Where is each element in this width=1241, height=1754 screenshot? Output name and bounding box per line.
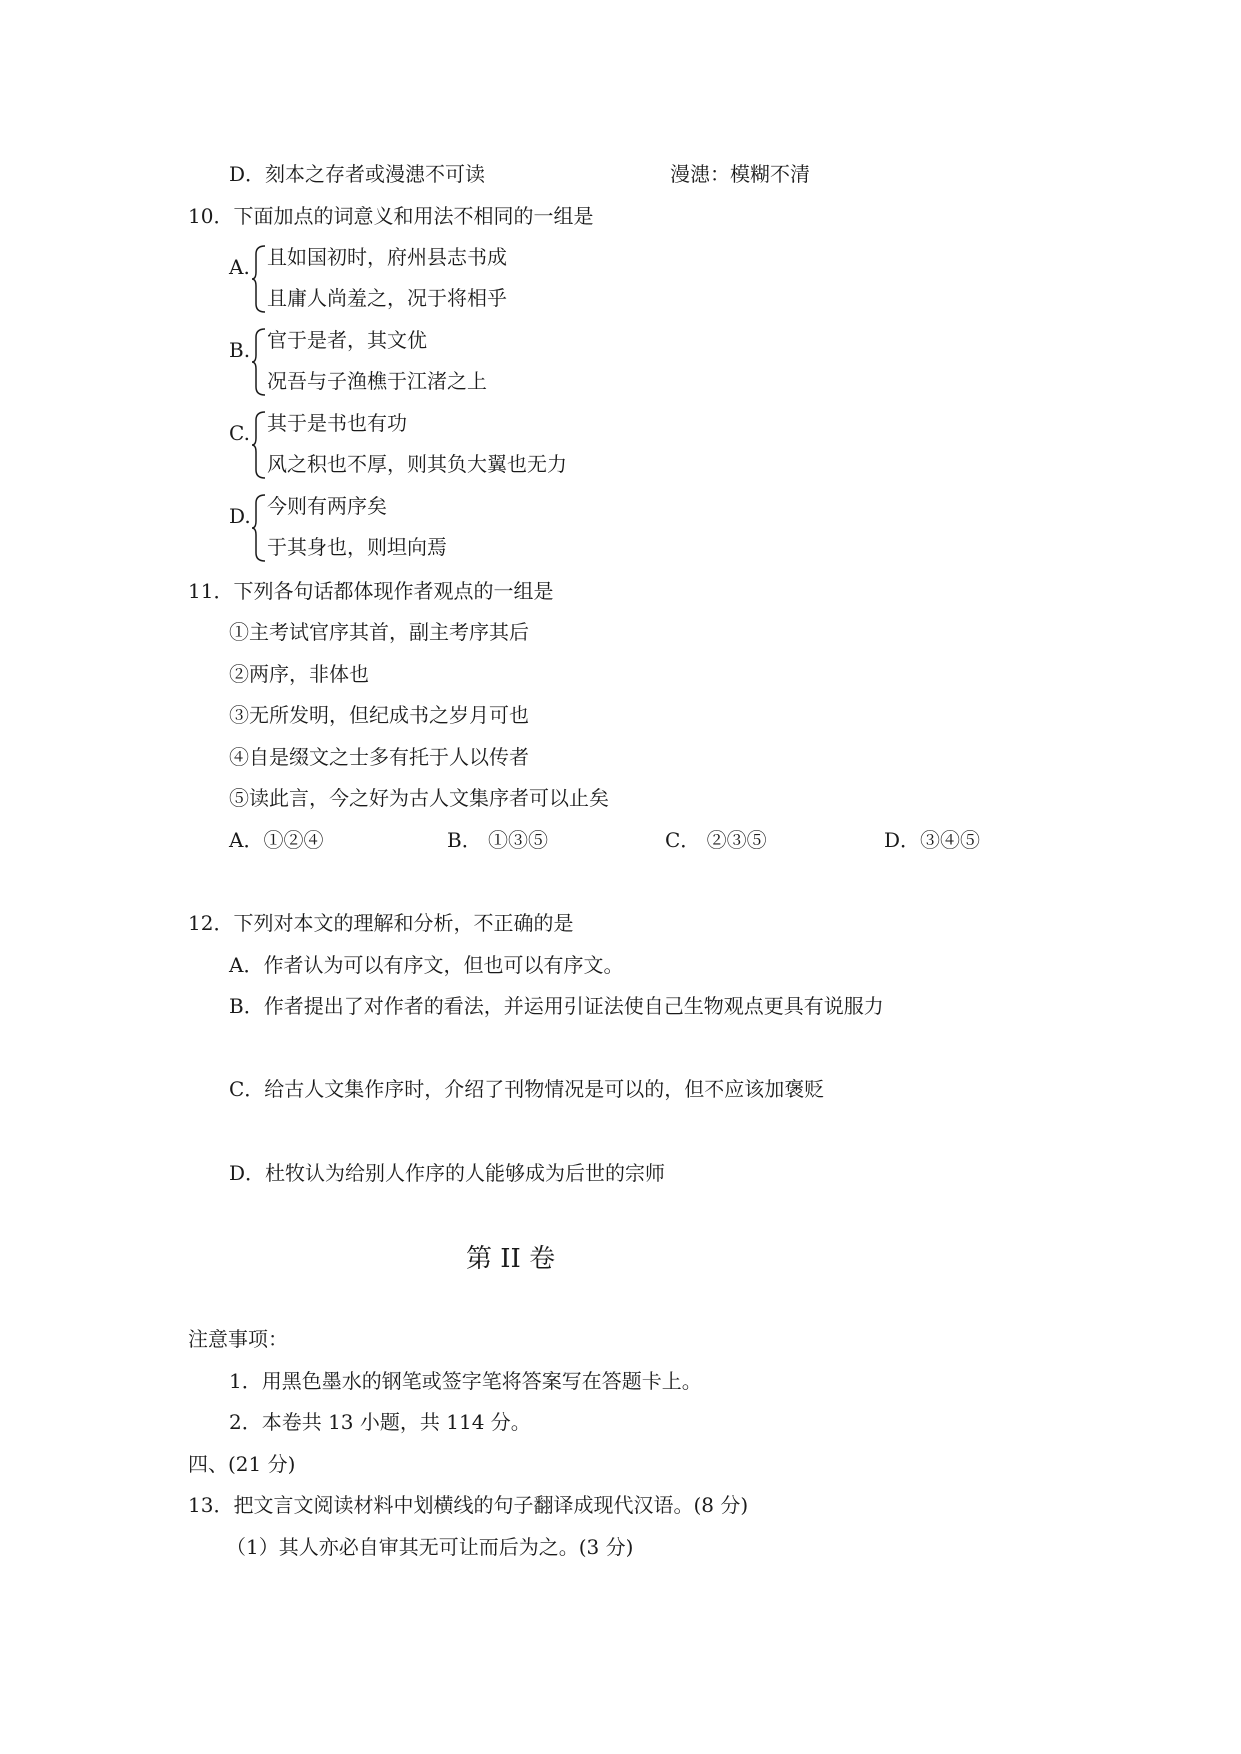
q11-item-4: ④自是缀文之士多有托于人以传者: [229, 745, 529, 769]
option-line-1: 其于是书也有功: [267, 411, 407, 435]
brace-icon: [251, 327, 267, 397]
q10-option-c: [229, 410, 729, 480]
notice-item-2: 2．本卷共 13 小题，共 114 分。: [229, 1410, 531, 1434]
q11-choice-b: B． ①③⑤: [447, 828, 549, 852]
option-line-2: 且庸人尚羞之，况于将相乎: [267, 286, 507, 310]
q9-option-d: D．刻本之存者或漫漶不可读: [229, 162, 486, 186]
q10-stem: 10．下面加点的词意义和用法不相同的一组是: [188, 204, 594, 228]
section-heading: 四、(21 分): [188, 1452, 296, 1476]
brace-icon: [251, 493, 267, 563]
q12-option-c: C．给古人文集作序时，介绍了刊物情况是可以的，但不应该加褒贬: [229, 1077, 825, 1101]
q12-option-b: B．作者提出了对作者的看法，并运用引证法使自己生物观点更具有说服力: [229, 994, 884, 1018]
q10-option-a: [229, 244, 729, 314]
option-label: A.: [229, 255, 250, 279]
q11-item-5: ⑤读此言，今之好为古人文集序者可以止矣: [229, 786, 609, 810]
q12-option-d: D．杜牧认为给别人作序的人能够成为后世的宗师: [229, 1161, 666, 1185]
q11-choice-a: A．①②④: [229, 828, 324, 852]
q10-option-b: [229, 327, 729, 397]
q11-choice-d: D．③④⑤: [884, 828, 981, 852]
brace-icon: [251, 410, 267, 480]
option-line-2: 况吾与子渔樵于江渚之上: [267, 369, 487, 393]
option-line-1: 今则有两序矣: [267, 494, 387, 518]
option-line-1: 官于是者，其文优: [267, 328, 427, 352]
part-two-title: 第 II 卷: [466, 1244, 556, 1274]
option-label: C.: [229, 421, 250, 445]
q12-stem: 12．下列对本文的理解和分析，不正确的是: [188, 911, 574, 935]
brace-icon: [251, 244, 267, 314]
option-label: B.: [229, 338, 251, 362]
notice-item-1: 1．用黑色墨水的钢笔或签字笔将答案写在答题卡上。: [229, 1369, 702, 1393]
q11-stem: 11．下列各句话都体现作者观点的一组是: [188, 579, 554, 603]
option-label: D.: [229, 504, 251, 528]
notice-heading: 注意事项：: [188, 1327, 288, 1351]
q13-stem: 13．把文言文阅读材料中划横线的句子翻译成现代汉语。(8 分): [188, 1493, 749, 1517]
option-line-2: 风之积也不厚，则其负大翼也无力: [267, 452, 567, 476]
q12-option-a: A．作者认为可以有序文，但也可以有序文。: [229, 953, 624, 977]
q10-option-d: [229, 493, 729, 563]
q11-item-1: ①主考试官序其首，副主考序其后: [229, 620, 529, 644]
q11-item-2: ②两序，非体也: [229, 662, 369, 686]
q11-choice-c: C． ②③⑤: [665, 828, 767, 852]
option-line-2: 于其身也，则坦向焉: [267, 535, 447, 559]
option-line-1: 且如国初时，府州县志书成: [267, 245, 507, 269]
q11-item-3: ③无所发明，但纪成书之岁月可也: [229, 703, 529, 727]
q9-option-d-gloss: 漫漶：模糊不清: [670, 162, 810, 186]
q13-subquestion-1: （1）其人亦必自审其无可让而后为之。(3 分): [226, 1535, 634, 1559]
